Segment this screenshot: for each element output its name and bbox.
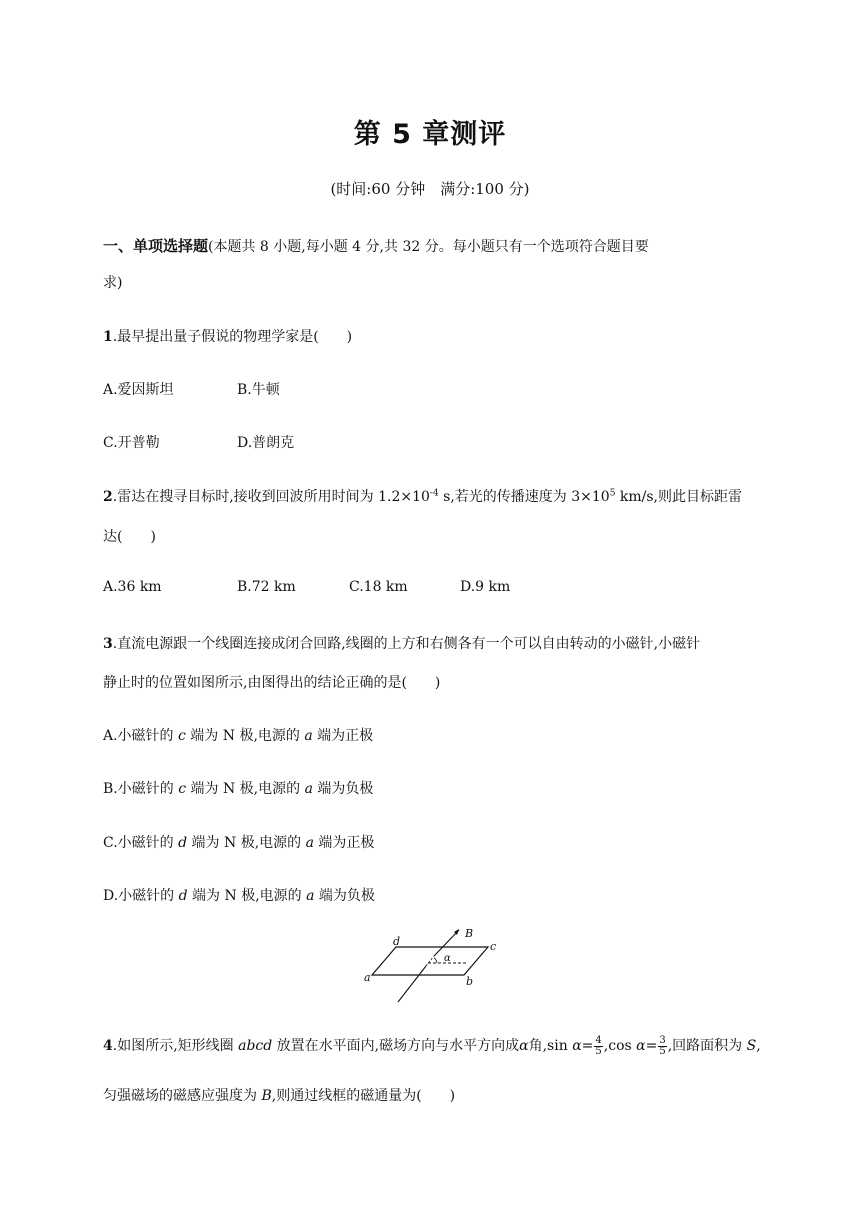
question-number: 4 (103, 1038, 113, 1054)
question-1-stem (103, 326, 352, 346)
label-a: a (364, 971, 371, 984)
field-line-lower (398, 966, 426, 1002)
section-heading-line (103, 235, 649, 256)
question-2-option-b: B.72 km (237, 579, 296, 595)
question-2-stem (103, 486, 742, 506)
question-2-option-d: D.9 km (460, 579, 511, 595)
question-text: s,若光的传播速度为 3×10 (438, 489, 610, 505)
question-1-option-c: C.开普勒 (103, 435, 160, 451)
question-number: 3 (103, 636, 113, 652)
section-description: (本题共 8 小题,每小题 4 分,共 32 分。每小题只有一个选项符合题目要 (208, 239, 649, 255)
label-d: d (393, 935, 401, 948)
question-4-stem: 4.如图所示,矩形线圈 abcd 放置在水平面内,磁场方向与水平方向成α角,sin α= $\frac{4}{5}$ ,cos α= $\frac{3}{5}$ ,回路面积为 S, (103, 1034, 761, 1057)
question-3-option-d: D.小磁针的 d 端为 N 极,电源的 a 端为负极 (103, 888, 375, 904)
question-3-stem (103, 633, 700, 653)
question-2-stem-cont: 达( ) (103, 529, 156, 545)
exponent: 5 (609, 488, 616, 499)
question-text: .直流电源跟一个线圈连接成闭合回路,线圈的上方和右侧各有一个可以自由转动的小磁针,小磁针 (112, 636, 701, 652)
fraction-cos: $\frac{3}{5}$ (659, 1034, 666, 1057)
field-line-dashed (426, 956, 434, 966)
angle-arc (434, 958, 437, 963)
exponent: -4 (429, 488, 439, 499)
label-alpha: α (444, 953, 451, 964)
page-title: 第 5 章测评 (353, 119, 507, 150)
question-1-option-b: B.牛顿 (237, 382, 280, 398)
question-3-stem-cont: 静止时的位置如图所示,由图得出的结论正确的是( ) (103, 675, 441, 691)
question-text: .雷达在搜寻目标时,接收到回波所用时间为 1.2×10 (112, 489, 430, 505)
exam-meta: (时间:60 分钟 满分:100 分) (330, 180, 530, 198)
section-heading: 一、单项选择题 (103, 237, 209, 255)
label-c: c (490, 940, 497, 953)
coil-rectangle (372, 947, 488, 975)
question-number: 2 (103, 489, 113, 505)
question-text: km/s,则此目标距雷 (615, 489, 742, 505)
question-2-option-c: C.18 km (349, 579, 408, 595)
question-2-option-a: A.36 km (103, 579, 162, 595)
coil-magnetic-field-figure (360, 925, 500, 1005)
question-3-option-b: B.小磁针的 c 端为 N 极,电源的 a 端为负极 (103, 781, 374, 797)
section-description-cont: 求) (103, 275, 123, 291)
question-1-option-a: A.爱因斯坦 (103, 382, 174, 398)
question-3-option-c: C.小磁针的 d 端为 N 极,电源的 a 端为正极 (103, 835, 375, 851)
figure-svg (360, 925, 500, 1005)
question-text: .最早提出量子假说的物理学家是( ) (112, 329, 353, 345)
label-b: b (466, 975, 474, 988)
label-B: B (465, 927, 474, 940)
fraction-sin: $\frac{4}{5}$ (595, 1034, 602, 1057)
question-1-option-d: D.普朗克 (237, 435, 295, 451)
question-number: 1 (103, 329, 113, 345)
question-3-option-a: A.小磁针的 c 端为 N 极,电源的 a 端为正极 (103, 728, 374, 744)
question-4-stem-cont: 匀强磁场的磁感应强度为 B,则通过线框的磁通量为( ) (103, 1088, 456, 1104)
